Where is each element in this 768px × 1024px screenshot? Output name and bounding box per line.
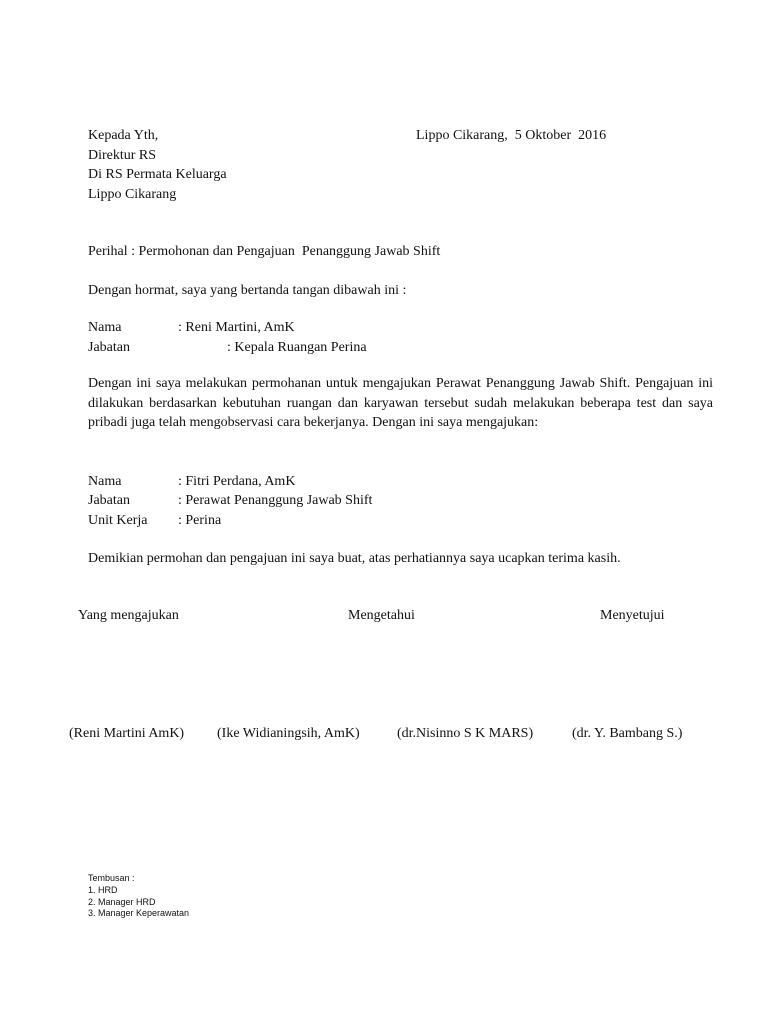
body-paragraph: Dengan ini saya melakukan permohanan untuk mengajukan Perawat Penanggung Jawab Shift. Pengajuan ini dilakukan berdasarkan kebutuhan ruangan dan karyawan tersebut sudah melakukan beberapa test dan saya pribadi juga telah mengobservasi cara bekerjanya. Dengan ini saya mengajukan: [88,376,713,430]
signature-name-3: (dr.Nisinno S K MARS) [397,726,534,741]
closing-sentence: Demikian permohan dan pengajuan ini saya buat, atas perhatiannya saya ucapkan terima kasih. [88,551,621,566]
cc-item: 1. HRD [88,885,118,895]
nominee-name-label: Nama [88,474,122,489]
greeting: Dengan hormat, saya yang bertanda tangan dibawah ini : [88,283,407,298]
cc-item: 3. Manager Keperawatan [88,908,190,918]
cc-item: 2. Manager HRD [88,896,156,907]
signature-header-acknowledged: Mengetahui [348,608,415,623]
cc-title: Tembusan : [88,873,135,883]
nominee-position-label: Jabatan [88,493,130,508]
applicant-name-value: : Reni Martini, AmK [178,320,295,335]
recipient-line-3: Di RS Permata Keluarga [88,167,227,182]
signature-name-4: (dr. Y. Bambang S.) [572,726,683,741]
nominee-unit-value: : Perina [178,513,222,528]
recipient-line-4: Lippo Cikarang [88,187,177,202]
applicant-name-label: Nama [88,320,122,335]
nominee-unit-label: Unit Kerja [88,513,148,528]
signature-name-2: (Ike Widianingsih, AmK) [217,726,360,741]
nominee-name-value: : Fitri Perdana, AmK [178,474,296,489]
signature-header-applicant: Yang mengajukan [78,608,179,623]
cc-list [88,885,189,920]
applicant-position-value: : Kepala Ruangan Perina [227,340,367,355]
recipient-line-1: Kepada Yth, [88,128,159,143]
place-date: Lippo Cikarang, 5 Oktober 2016 [416,128,607,143]
signature-header-approved: Menyetujui [600,608,665,623]
signature-name-1: (Reni Martini AmK) [69,726,185,741]
nominee-position-value: : Perawat Penanggung Jawab Shift [178,493,373,508]
applicant-position-label: Jabatan [88,340,130,355]
subject-line: Perihal : Permohonan dan Pengajuan Penanggung Jawab Shift [88,244,441,259]
recipient-line-2: Direktur RS [88,148,157,163]
